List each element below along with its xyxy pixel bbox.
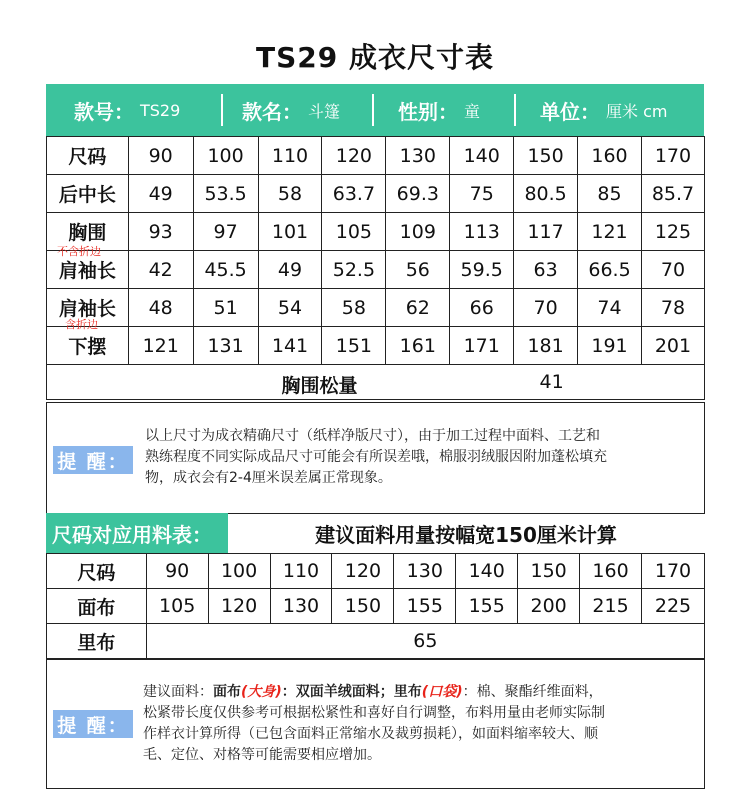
row-label-text: 下摆 [68,336,107,358]
size-cell: 100 [193,137,258,175]
unit-value: 厘米 cm [606,101,668,121]
header-bar [46,84,704,136]
tip-line: 熟练程度不同实际成品尺寸可能会有所误差哦，棉服羽绒服因附加蓬松填充 [145,449,607,465]
page-title: TS29 成衣尺寸表 [256,41,494,74]
size-cell: 113 [450,213,514,251]
tip-line: 物，成衣会有2-4厘米误差属正常现象。 [145,470,392,486]
size-row [47,327,705,365]
fabric-lining-value: 65 [146,624,704,659]
tip-box [46,402,705,514]
size-cell: 58 [322,289,386,327]
size-cell: 117 [514,213,578,251]
ease-row [47,365,705,400]
size-cell: 125 [641,213,704,251]
size-cell: 54 [258,289,322,327]
size-cell: 171 [450,327,514,365]
fabric-shell-cell: 225 [641,589,704,624]
size-cell: 49 [258,251,322,289]
tip-seg: 建议面料： [143,684,213,700]
size-cell: 90 [128,137,193,175]
fabric-table-title: 尺码对应用料表： [46,513,228,553]
size-cell: 56 [386,251,450,289]
ease-value: 41 [539,371,564,393]
size-cell: 110 [258,137,322,175]
fabric-lining-label: 里布 [47,624,147,659]
size-cell: 181 [514,327,578,365]
row-label-text: 尺码 [68,146,107,168]
fabric-size-cell: 140 [456,554,518,589]
size-cell: 42 [128,251,193,289]
size-cell: 69.3 [386,175,450,213]
tip-line: 作样衣计算所得（已包含面料正常缩水及裁剪损耗），如面料缩率较大、顺 [143,726,598,742]
hem-note: 含折边 [65,318,98,331]
fabric-shell-cell: 105 [146,589,208,624]
style-name-value: 斗篷 [308,101,341,121]
size-cell: 140 [450,137,514,175]
size-cell: 109 [386,213,450,251]
size-cell: 51 [193,289,258,327]
size-cell: 101 [258,213,322,251]
size-cell: 141 [258,327,322,365]
size-cell: 201 [641,327,704,365]
fabric-width-note: 建议面料用量按幅宽150厘米计算 [315,522,617,547]
fabric-size-cell: 130 [394,554,456,589]
fabric-size-cell: 100 [208,554,270,589]
fabric-size-cell: 150 [518,554,580,589]
tip-seg-red: (口袋) [421,684,463,700]
fabric-size-cell: 90 [146,554,208,589]
fabric-shell-cell: 155 [456,589,518,624]
tip-text [145,426,701,489]
size-cell: 131 [193,327,258,365]
size-cell: 97 [193,213,258,251]
fabric-size-cell: 160 [580,554,642,589]
size-cell: 121 [578,213,642,251]
tip-seg: ：棉、聚酯纤维面料， [462,684,603,700]
size-row [47,137,705,175]
size-cell: 160 [578,137,642,175]
size-cell: 63.7 [322,175,386,213]
size-cell: 121 [128,327,193,365]
style-no-label: 款号： [74,99,134,124]
size-cell: 191 [578,327,642,365]
header-divider [372,94,374,126]
fabric-shell-cell: 155 [394,589,456,624]
row-label-text: 后中长 [58,184,116,206]
size-cell: 58 [258,175,322,213]
size-cell: 130 [386,137,450,175]
tip-box-2 [46,659,705,789]
fabric-size-cell: 120 [332,554,394,589]
size-cell: 170 [641,137,704,175]
size-cell: 120 [322,137,386,175]
size-row [47,289,705,327]
fabric-shell-label: 面布 [47,589,147,624]
unit-field [540,84,667,136]
tip-line: 以上尺寸为成衣精确尺寸（纸样净版尺寸），由于加工过程中面料、工艺和 [145,428,600,444]
size-row [47,175,705,213]
tip-line [143,682,703,703]
fabric-size-cell: 170 [641,554,704,589]
fabric-size-cell: 110 [270,554,332,589]
tip-badge: 提 醒： [53,446,133,474]
tip-line: 松紧带长度仅供参考可根据松紧性和喜好自行调整，布料用量由老师实际制 [143,705,605,721]
style-name-field [242,84,340,136]
fabric-table [46,553,705,659]
gender-value: 童 [464,101,481,121]
size-cell: 48 [128,289,193,327]
size-cell: 75 [450,175,514,213]
size-row-label [47,175,129,213]
fabric-shell-cell: 200 [518,589,580,624]
size-cell: 74 [578,289,642,327]
tip-seg-red: (大身) [241,684,282,700]
size-row-label [47,137,129,175]
fabric-shell-cell: 120 [208,589,270,624]
row-label-text: 胸围 [68,222,107,244]
size-cell: 80.5 [514,175,578,213]
ease-label: 胸围松量 [281,375,358,397]
size-cell: 93 [128,213,193,251]
size-cell: 161 [386,327,450,365]
size-row-label [47,327,129,365]
tip-seg-bold: 面布 [213,684,241,700]
style-no-field [74,84,180,136]
size-row [47,213,705,251]
size-cell: 63 [514,251,578,289]
header-divider [221,94,223,126]
size-cell: 49 [128,175,193,213]
style-no-value: TS29 [140,100,181,120]
size-row-label [47,245,129,289]
hem-note: 不含折边 [57,245,101,258]
tip-line: 毛、定位、对格等可能需要相应增加。 [143,747,381,763]
size-cell: 53.5 [193,175,258,213]
fabric-shell-cell: 150 [332,589,394,624]
size-row-label [47,289,129,331]
size-cell: 70 [641,251,704,289]
size-cell: 70 [514,289,578,327]
row-label-text: 肩袖长 [58,260,116,282]
row-label-text: 肩袖长 [58,298,116,320]
size-row [47,251,705,289]
style-name-label: 款名： [242,99,302,124]
tip-badge: 提 醒： [53,710,133,738]
size-cell: 66.5 [578,251,642,289]
size-cell: 59.5 [450,251,514,289]
fabric-shell-cell: 215 [580,589,642,624]
tip-seg-bold: ：双面羊绒面料； [281,684,394,700]
fabric-size-label: 尺码 [47,554,147,589]
size-table [46,136,705,400]
size-cell: 45.5 [193,251,258,289]
size-cell: 62 [386,289,450,327]
fabric-shell-cell: 130 [270,589,332,624]
size-cell: 52.5 [322,251,386,289]
tip-text-2 [143,682,703,766]
tip-seg-bold: 里布 [393,684,422,700]
size-cell: 150 [514,137,578,175]
size-cell: 78 [641,289,704,327]
header-divider [514,94,516,126]
size-cell: 105 [322,213,386,251]
size-cell: 66 [450,289,514,327]
size-cell: 85 [578,175,642,213]
gender-label: 性别： [398,99,458,124]
unit-label: 单位： [540,99,600,124]
size-cell: 151 [322,327,386,365]
size-cell: 85.7 [641,175,704,213]
gender-field [398,84,480,136]
